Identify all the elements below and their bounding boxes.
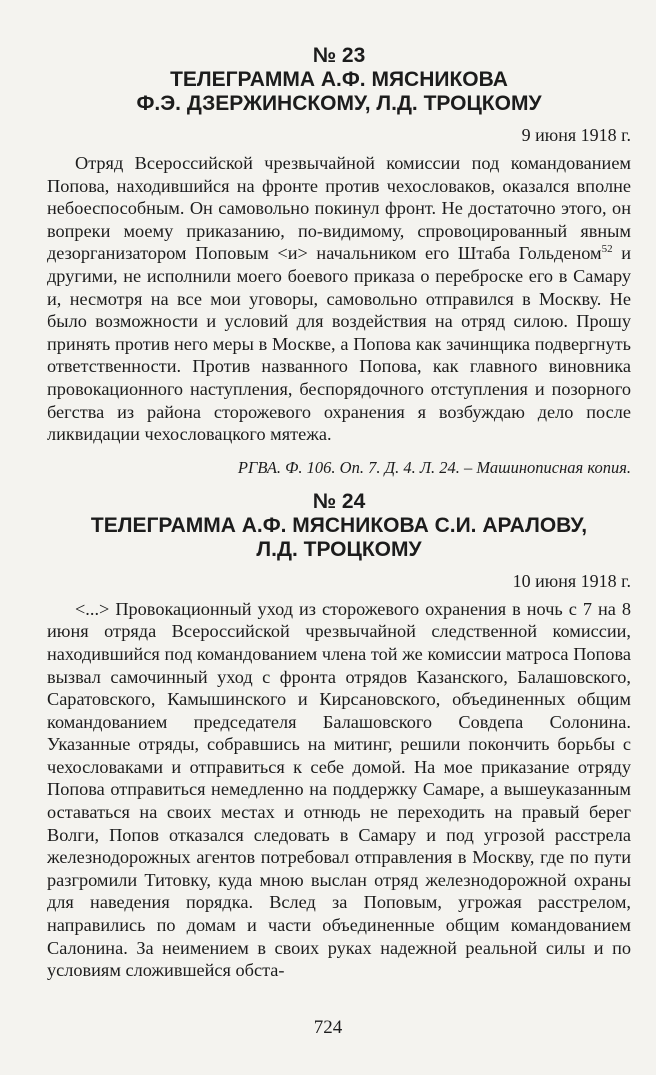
document-title-line2: Ф.Э. ДЗЕРЖИНСКОМУ, Л.Д. ТРОЦКОМУ — [136, 92, 542, 115]
body-text-part1: Отряд Всероссийской чрезвычайной комиссии под командованием Попова, находившийся на фронте против чехословаков, оказался вполне небоеспособным. Он самовольно покинул фронт. Не достаточно этого, он вопреки моему приказанию, по-видимому, спровоцированный явным дезорганизатором Поповым <и> начальником его Штаба Гольденом — [47, 153, 631, 264]
document-number: № 23 — [312, 44, 366, 67]
page-number: 724 — [313, 1017, 343, 1038]
document-date: 9 июня 1918 г. — [521, 125, 631, 145]
document-number: № 24 — [312, 489, 366, 513]
document-title-line1: ТЕЛЕГРАММА А.Ф. МЯСНИКОВА С.И. АРАЛОВУ, — [90, 513, 588, 537]
body-text-part2: и другими, не исполнили моего боевого приказа о переброске его в Самару и, несмотря на все мои уговоры, самовольно отправился в Москву. Не было возможности и условий для воздействия на отряд силою. Прошу принять против него меры в Москве, а Попова как зачинщика подвергнуть ответственности. Против названного Попова, как главного виновника провокационного наступления, беспорядочного отступления и позорного бегства из района сторожевого охранения я возбуждаю дело после ликвидации чехословацкого мятежа. — [47, 243, 631, 445]
document-date: 10 июня 1918 г. — [512, 570, 631, 591]
document-title-line2: Л.Д. ТРОЦКОМУ — [256, 537, 422, 561]
archival-source: РГВА. Ф. 106. Оп. 7. Д. 4. Л. 24. – Машинописная копия. — [237, 457, 631, 477]
footnote-reference: 52 — [601, 243, 613, 256]
document-body: <...> Провокационный уход из сторожевого охранения в ночь с 7 на 8 июня отряда Всероссийской чрезвычайной следственной комиссии, находившийся под командованием члена той же комиссии матроса Попова вызвал самочинный уход с фронта отрядов Казанского, Балашовского, Саратовского, Камышинского и Кирсановского, объединенных общим командованием председателя Балашовского Совдепа Солонина. Указанные отряды, собравшись на митинг, решили покончить борьбы с чехословаками и отправиться к себе домой. На мое приказание отряду Попова отправиться немедленно на поддержку Самаре, а вышеуказанным оставаться на своих местах и отнюдь не переходить на правый берег Волги, Попов отказался следовать в Самару и под угрозой расстрела железнодорожных агентов потребовал отправления в Москву, где по пути разгромили Титовку, куда мною выслан отряд железнодорожной охраны для наведения порядка. Вслед за Поповым, угрожая расстрелом, направились по домам и части объединенные общим командованием Салонина. За неимением в своих руках надежной реальной силы и по условиям сложившейся обста- — [47, 598, 631, 981]
document-title-line1: ТЕЛЕГРАММА А.Ф. МЯСНИКОВА — [170, 68, 508, 91]
document-body — [47, 152, 631, 446]
document-24 — [47, 490, 631, 982]
document-23 — [47, 44, 631, 478]
